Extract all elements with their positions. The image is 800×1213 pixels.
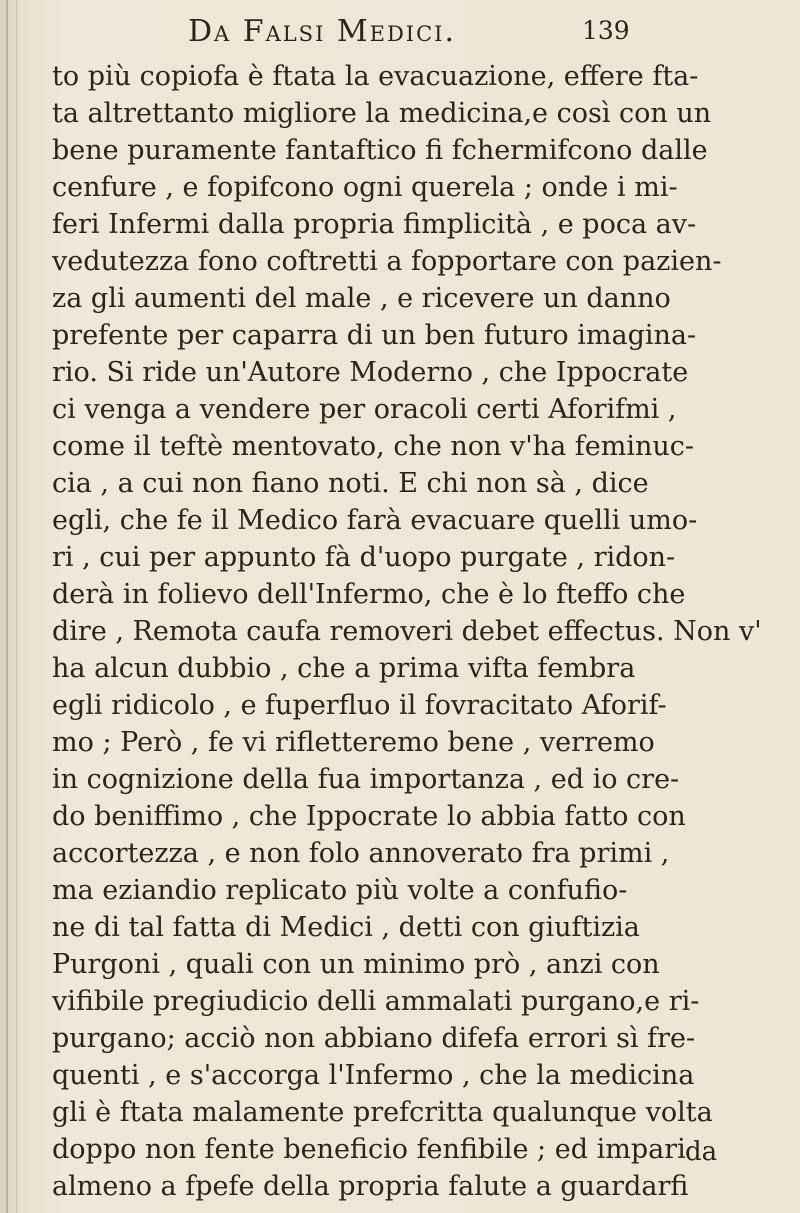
text-line: quenti , e s'accorga l'Infermo , che la medicina xyxy=(52,1060,695,1091)
text-line: dire , Remota caufa removeri debet effectus. Non v' xyxy=(52,616,762,647)
text-line: ma eziandio replicato più volte a confufio- xyxy=(52,875,628,906)
text-line: vifibile pregiudicio delli ammalati purgano,e ri- xyxy=(52,986,700,1017)
text-line: to più copiofa è ftata la evacuazione, effere fta- xyxy=(52,61,699,92)
catchword: da xyxy=(685,1137,718,1167)
text-line: bene puramente fantaftico fi fchermifcono dalle xyxy=(52,135,708,166)
text-line: egli ridicolo , e fuperfluo il fovracitato Aforif- xyxy=(52,690,667,721)
page-number: 139 xyxy=(582,16,630,45)
text-line: derà in folievo dell'Infermo, che è lo fteffo che xyxy=(52,579,686,610)
text-line: ha alcun dubbio , che a prima vifta fembra xyxy=(52,653,636,684)
text-line: do beniffimo , che Ippocrate lo abbia fatto con xyxy=(52,801,686,832)
text-line: ri , cui per appunto fà d'uopo purgate , ridon- xyxy=(52,542,676,573)
gutter-shadow xyxy=(16,0,17,1213)
gutter-line xyxy=(6,0,8,1213)
text-line: ne di tal fatta di Medici , detti con giuftizia xyxy=(52,912,640,943)
text-line: accortezza , e non folo annoverato fra primi , xyxy=(52,838,670,869)
text-line: vedutezza fono coftretti a fopportare con pazien- xyxy=(52,246,722,277)
running-title: Da Falsi Medici. xyxy=(188,14,456,49)
text-line: prefente per caparra di un ben futuro imagina- xyxy=(52,320,697,351)
text-line: za gli aumenti del male , e ricevere un danno xyxy=(52,283,671,314)
text-line: in cognizione della fua importanza , ed io cre- xyxy=(52,764,680,795)
body-text xyxy=(52,58,762,1205)
text-line: cia , a cui non fiano noti. E chi non sà , dice xyxy=(52,468,649,499)
text-line: come il teftè mentovato, che non v'ha feminuc- xyxy=(52,431,694,462)
text-line: egli, che fe il Medico farà evacuare quelli umo- xyxy=(52,505,698,536)
text-line: cenfure , e fopifcono ogni querela ; onde i mi- xyxy=(52,172,678,203)
text-line: Purgoni , quali con un minimo prò , anzi con xyxy=(52,949,660,980)
text-line: purgano; acciò non abbiano difefa errori sì fre- xyxy=(52,1023,696,1054)
text-line: rio. Si ride un'Autore Moderno , che Ippocrate xyxy=(52,357,689,388)
text-line: ci venga a vendere per oracoli certi Aforifmi , xyxy=(52,394,677,425)
text-line: doppo non fente beneficio fenfibile ; ed impari xyxy=(52,1134,686,1165)
text-line: feri Infermi dalla propria fimplicità , e poca av- xyxy=(52,209,697,240)
text-line: gli è ftata malamente prefcritta qualunque volta xyxy=(52,1097,713,1128)
text-line: almeno a fpefe della propria falute a guardarfi xyxy=(52,1171,689,1202)
text-line: mo ; Però , fe vi rifletteremo bene , verremo xyxy=(52,727,655,758)
page-header xyxy=(0,14,800,54)
text-line: ta altrettanto migliore la medicina,e così con un xyxy=(52,98,712,129)
